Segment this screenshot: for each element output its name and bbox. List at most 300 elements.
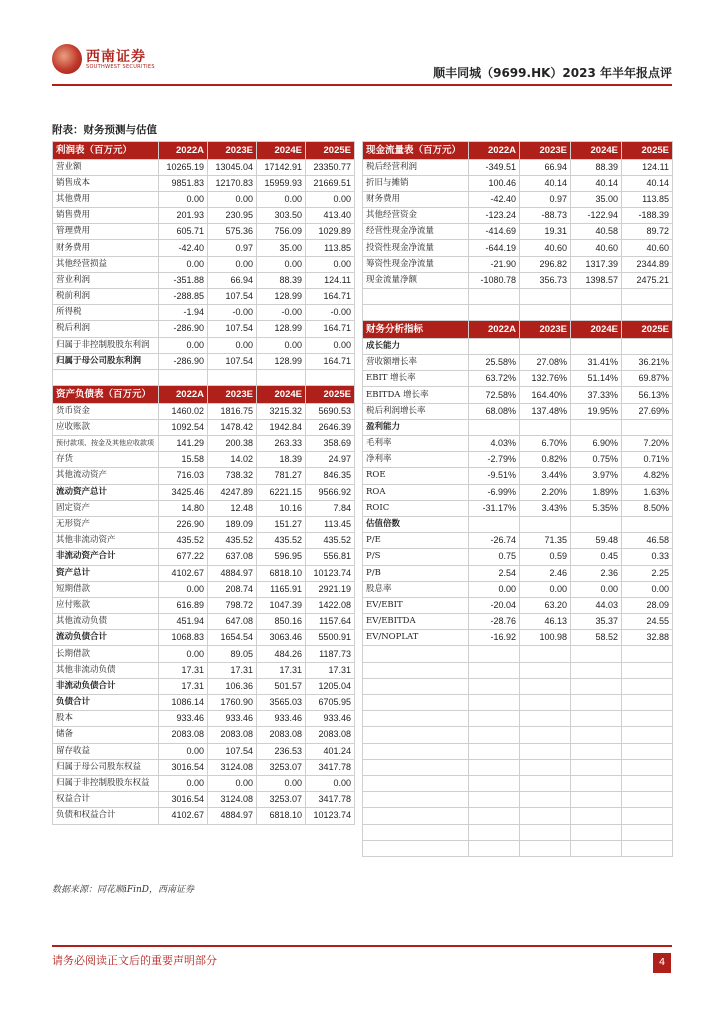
row-label: 财务费用 <box>363 191 469 207</box>
row-value: -20.04 <box>469 597 520 613</box>
row-label: 归属于非控制股股东权益 <box>53 775 159 791</box>
table-row <box>53 662 355 678</box>
row-value: 51.14% <box>571 371 622 387</box>
row-value <box>520 743 571 759</box>
row-label: ROA <box>363 484 469 500</box>
row-value: 616.89 <box>159 597 208 613</box>
blank-row <box>363 743 673 759</box>
row-value: 208.74 <box>208 581 257 597</box>
row-value <box>469 516 520 532</box>
table-row <box>53 727 355 743</box>
row-label: 营业利润 <box>53 272 159 288</box>
row-value: -351.88 <box>159 272 208 288</box>
row-label: 毛利率 <box>363 436 469 452</box>
row-value: 200.38 <box>208 436 257 452</box>
row-value: 0.75 <box>469 549 520 565</box>
row-value: 113.85 <box>622 191 673 207</box>
blank-row <box>53 369 355 385</box>
row-value: 40.60 <box>622 240 673 256</box>
row-value: 36.21% <box>622 355 673 371</box>
row-value: 0.00 <box>306 191 355 207</box>
row-value: 66.94 <box>520 159 571 175</box>
row-value: 575.36 <box>208 224 257 240</box>
table-row <box>53 646 355 662</box>
row-label <box>363 808 469 824</box>
row-value: 798.72 <box>208 597 257 613</box>
row-label: 非流动负债合计 <box>53 678 159 694</box>
row-value <box>622 695 673 711</box>
row-value: 2646.39 <box>306 419 355 435</box>
row-value: 0.00 <box>469 581 520 597</box>
row-label: 资产总计 <box>53 565 159 581</box>
row-value: 0.00 <box>159 743 208 759</box>
data-source-note: 数据来源：同花顺iFinD，西南证券 <box>52 885 195 895</box>
logo-emblem-icon <box>52 44 82 74</box>
row-label: P/S <box>363 549 469 565</box>
row-label <box>363 289 469 305</box>
row-value: 1317.39 <box>571 256 622 272</box>
row-value: 31.41% <box>571 355 622 371</box>
row-value: 0.00 <box>159 191 208 207</box>
row-value: 201.93 <box>159 208 208 224</box>
row-value: 933.46 <box>208 711 257 727</box>
row-value: 89.05 <box>208 646 257 662</box>
row-value: -16.92 <box>469 630 520 646</box>
row-value <box>622 662 673 678</box>
row-value: 0.00 <box>159 256 208 272</box>
table-row <box>53 403 355 419</box>
row-value <box>622 743 673 759</box>
row-label: 应付账款 <box>53 597 159 613</box>
row-value <box>571 743 622 759</box>
blank-row <box>363 775 673 791</box>
row-value: 2022A <box>469 142 520 160</box>
row-value: 44.03 <box>571 597 622 613</box>
row-value <box>306 369 355 385</box>
row-value: 0.75% <box>571 452 622 468</box>
row-label: 成长能力 <box>363 338 469 354</box>
row-value: -349.51 <box>469 159 520 175</box>
blank-row <box>363 289 673 305</box>
table-row <box>53 549 355 565</box>
row-value: 27.08% <box>520 355 571 371</box>
row-value: 4102.67 <box>159 808 208 824</box>
row-value: 850.16 <box>257 614 306 630</box>
row-value: 66.94 <box>208 272 257 288</box>
row-value: 27.69% <box>622 403 673 419</box>
row-value: 19.31 <box>520 224 571 240</box>
row-value: 596.95 <box>257 549 306 565</box>
row-label: 短期借款 <box>53 581 159 597</box>
row-value: 6221.15 <box>257 484 306 500</box>
row-value: 3417.78 <box>306 759 355 775</box>
row-value: 18.39 <box>257 452 306 468</box>
row-value: 677.22 <box>159 549 208 565</box>
row-value: 0.00 <box>571 581 622 597</box>
row-value: -286.90 <box>159 321 208 337</box>
table-row <box>363 549 673 565</box>
row-label: 现金流量净额 <box>363 272 469 288</box>
row-value: -6.99% <box>469 484 520 500</box>
row-value: -644.19 <box>469 240 520 256</box>
row-label <box>363 678 469 694</box>
row-value <box>571 678 622 694</box>
row-value: -122.94 <box>571 208 622 224</box>
table-row <box>53 419 355 435</box>
table-row <box>53 808 355 824</box>
row-value: 0.00 <box>208 337 257 353</box>
row-label: EBITDA 增长率 <box>363 387 469 403</box>
table-row <box>53 240 355 256</box>
table-row <box>53 775 355 791</box>
row-value: 401.24 <box>306 743 355 759</box>
row-value: 230.95 <box>208 208 257 224</box>
row-value: 164.71 <box>306 321 355 337</box>
row-value <box>520 338 571 354</box>
row-value: 23350.77 <box>306 159 355 175</box>
row-label <box>363 759 469 775</box>
row-value <box>469 808 520 824</box>
row-value <box>571 759 622 775</box>
row-label: EV/EBIT <box>363 597 469 613</box>
row-value: 8.50% <box>622 500 673 516</box>
row-value: 28.09 <box>622 597 673 613</box>
row-value: 2.25 <box>622 565 673 581</box>
row-value: 3253.07 <box>257 792 306 808</box>
row-value: 6818.10 <box>257 808 306 824</box>
table-row <box>363 565 673 581</box>
row-value: -42.40 <box>469 191 520 207</box>
row-value <box>469 792 520 808</box>
row-value: 756.09 <box>257 224 306 240</box>
row-value: 0.00 <box>257 337 306 353</box>
table-row <box>363 500 673 516</box>
table-row <box>53 678 355 694</box>
row-value <box>571 305 622 321</box>
row-value <box>520 516 571 532</box>
row-value: 2921.19 <box>306 581 355 597</box>
row-value: 132.76% <box>520 371 571 387</box>
row-value <box>469 727 520 743</box>
row-value: 3.97% <box>571 468 622 484</box>
row-value: 451.94 <box>159 614 208 630</box>
income-header-row <box>53 142 355 160</box>
row-value: 4884.97 <box>208 565 257 581</box>
row-label: 折旧与摊销 <box>363 175 469 191</box>
row-value: 17.31 <box>208 662 257 678</box>
row-value <box>469 305 520 321</box>
row-value: 164.71 <box>306 289 355 305</box>
table-row <box>363 630 673 646</box>
row-value: 15959.93 <box>257 175 306 191</box>
row-value: 6818.10 <box>257 565 306 581</box>
row-label: 盈利能力 <box>363 419 469 435</box>
row-value <box>571 711 622 727</box>
row-value: 58.52 <box>571 630 622 646</box>
row-value <box>571 695 622 711</box>
row-label <box>363 662 469 678</box>
row-value <box>622 419 673 435</box>
row-value: 0.00 <box>520 581 571 597</box>
row-value: 88.39 <box>257 272 306 288</box>
blank-row <box>363 305 673 321</box>
row-value <box>622 808 673 824</box>
row-label: 负债和权益合计 <box>53 808 159 824</box>
row-value: 2025E <box>622 142 673 160</box>
row-value: 12.48 <box>208 500 257 516</box>
row-value: 1654.54 <box>208 630 257 646</box>
row-label: 利润表（百万元） <box>53 142 159 160</box>
blank-row <box>363 808 673 824</box>
row-label: 管理费用 <box>53 224 159 240</box>
row-value: 0.97 <box>208 240 257 256</box>
row-value: 2.36 <box>571 565 622 581</box>
row-value: 2023E <box>520 321 571 339</box>
blank-row <box>363 695 673 711</box>
row-label: 税后利润增长率 <box>363 403 469 419</box>
row-value <box>469 289 520 305</box>
row-value: 0.00 <box>257 775 306 791</box>
row-value: 2022A <box>159 386 208 404</box>
section-row <box>363 516 673 532</box>
table-row <box>53 630 355 646</box>
table-row <box>53 743 355 759</box>
row-value: 1029.89 <box>306 224 355 240</box>
row-value <box>520 419 571 435</box>
row-value: 7.84 <box>306 500 355 516</box>
row-value: 303.50 <box>257 208 306 224</box>
table-row <box>53 289 355 305</box>
row-label <box>363 840 469 856</box>
row-label: 其他流动负债 <box>53 614 159 630</box>
row-value: 0.00 <box>622 581 673 597</box>
row-value: 2.46 <box>520 565 571 581</box>
row-label: 权益合计 <box>53 792 159 808</box>
row-value <box>622 646 673 662</box>
row-label: 其他经营损益 <box>53 256 159 272</box>
row-value: 189.09 <box>208 516 257 532</box>
row-value: 0.59 <box>520 549 571 565</box>
row-value: 3.44% <box>520 468 571 484</box>
row-label: 其他经营资金 <box>363 208 469 224</box>
row-label <box>363 792 469 808</box>
row-value: 236.53 <box>257 743 306 759</box>
row-value: 1068.83 <box>159 630 208 646</box>
row-value <box>571 516 622 532</box>
row-label: 流动负债合计 <box>53 630 159 646</box>
row-value <box>622 711 673 727</box>
row-value: 3.43% <box>520 500 571 516</box>
table-row <box>363 240 673 256</box>
table-row <box>53 468 355 484</box>
row-value: 24.55 <box>622 614 673 630</box>
table-row <box>363 159 673 175</box>
header-divider <box>52 84 672 86</box>
row-value: 0.00 <box>306 256 355 272</box>
row-value: 3016.54 <box>159 792 208 808</box>
row-label: 归属于母公司股东利润 <box>53 353 159 369</box>
row-value <box>520 792 571 808</box>
row-value <box>469 743 520 759</box>
row-value: 40.58 <box>571 224 622 240</box>
row-value <box>622 792 673 808</box>
table-row <box>363 403 673 419</box>
row-value: 46.13 <box>520 614 571 630</box>
row-label: 预付款项、按金及其他应收款项 <box>53 436 159 452</box>
row-value: 1047.39 <box>257 597 306 613</box>
row-value: 1.89% <box>571 484 622 500</box>
blank-row <box>363 840 673 856</box>
left-financial-table <box>52 141 355 825</box>
row-value: 9851.83 <box>159 175 208 191</box>
row-value <box>571 289 622 305</box>
row-value: 63.20 <box>520 597 571 613</box>
row-label: P/B <box>363 565 469 581</box>
row-value <box>571 646 622 662</box>
row-value: 17.31 <box>257 662 306 678</box>
row-label: 股本 <box>53 711 159 727</box>
row-value: 0.00 <box>208 191 257 207</box>
row-value: 2083.08 <box>159 727 208 743</box>
row-label: 净利率 <box>363 452 469 468</box>
row-value: 1422.08 <box>306 597 355 613</box>
row-value: 3253.07 <box>257 759 306 775</box>
row-value: 226.90 <box>159 516 208 532</box>
row-value: 3565.03 <box>257 695 306 711</box>
row-value: 0.71% <box>622 452 673 468</box>
table-row <box>363 191 673 207</box>
row-value: 716.03 <box>159 468 208 484</box>
row-value: -31.17% <box>469 500 520 516</box>
row-value <box>469 775 520 791</box>
table-row <box>363 597 673 613</box>
row-label: 非流动资产合计 <box>53 549 159 565</box>
row-value <box>571 662 622 678</box>
row-value: 637.08 <box>208 549 257 565</box>
table-row <box>363 256 673 272</box>
table-row <box>53 614 355 630</box>
row-value <box>571 808 622 824</box>
row-value: 0.00 <box>208 775 257 791</box>
row-value: -288.85 <box>159 289 208 305</box>
table-row <box>363 175 673 191</box>
row-value: 3425.46 <box>159 484 208 500</box>
row-value: 32.88 <box>622 630 673 646</box>
row-value <box>469 338 520 354</box>
row-label: 估值倍数 <box>363 516 469 532</box>
row-value: 356.73 <box>520 272 571 288</box>
row-value: 2.20% <box>520 484 571 500</box>
row-value: 128.99 <box>257 353 306 369</box>
row-value: 12170.83 <box>208 175 257 191</box>
row-value: 0.00 <box>306 775 355 791</box>
row-value: 128.99 <box>257 289 306 305</box>
row-value <box>520 305 571 321</box>
row-label: 留存收益 <box>53 743 159 759</box>
row-value: 19.95% <box>571 403 622 419</box>
row-value: 1478.42 <box>208 419 257 435</box>
section-row <box>363 338 673 354</box>
report-title: 顺丰同城（9699.HK）2023 年半年报点评 <box>433 66 672 80</box>
row-value: 46.58 <box>622 533 673 549</box>
table-row <box>53 533 355 549</box>
row-value: 17.31 <box>159 678 208 694</box>
row-value: 40.14 <box>622 175 673 191</box>
row-label: 其他非流动负债 <box>53 662 159 678</box>
row-label: 筹资性现金净流量 <box>363 256 469 272</box>
row-label: 流动资产总计 <box>53 484 159 500</box>
row-label: 储备 <box>53 727 159 743</box>
table-row <box>363 533 673 549</box>
row-value: 0.00 <box>257 256 306 272</box>
row-value: 35.37 <box>571 614 622 630</box>
row-value <box>571 775 622 791</box>
row-value: 100.46 <box>469 175 520 191</box>
row-label: 销售费用 <box>53 208 159 224</box>
table-row <box>53 516 355 532</box>
row-label: 其他流动资产 <box>53 468 159 484</box>
row-value <box>469 678 520 694</box>
row-label: 长期借款 <box>53 646 159 662</box>
row-value: 69.87% <box>622 371 673 387</box>
row-value: 1187.73 <box>306 646 355 662</box>
row-label: P/E <box>363 533 469 549</box>
row-value: 1092.54 <box>159 419 208 435</box>
table-row <box>363 272 673 288</box>
table-row <box>53 191 355 207</box>
row-label: 税前利润 <box>53 289 159 305</box>
table-row <box>53 224 355 240</box>
table-row <box>53 159 355 175</box>
row-value: 89.72 <box>622 224 673 240</box>
row-value: 10123.74 <box>306 565 355 581</box>
row-value <box>257 369 306 385</box>
row-label <box>53 369 159 385</box>
row-value: -2.79% <box>469 452 520 468</box>
row-value: 10265.19 <box>159 159 208 175</box>
row-value: 933.46 <box>159 711 208 727</box>
row-value: 6.90% <box>571 436 622 452</box>
blank-row <box>363 727 673 743</box>
row-value: 2023E <box>520 142 571 160</box>
row-value: 63.72% <box>469 371 520 387</box>
row-value <box>520 840 571 856</box>
row-value <box>469 419 520 435</box>
row-value: 781.27 <box>257 468 306 484</box>
row-label: 归属于非控制股股东利润 <box>53 337 159 353</box>
row-value: 17142.91 <box>257 159 306 175</box>
table-row <box>53 256 355 272</box>
row-value: 2024E <box>571 142 622 160</box>
row-value <box>571 840 622 856</box>
row-value <box>571 824 622 840</box>
row-value: 263.33 <box>257 436 306 452</box>
row-label: ROIC <box>363 500 469 516</box>
row-label: EBIT 增长率 <box>363 371 469 387</box>
table-row <box>53 565 355 581</box>
right-financial-table <box>362 141 673 857</box>
row-value: 6.70% <box>520 436 571 452</box>
row-value: 113.45 <box>306 516 355 532</box>
row-value <box>469 711 520 727</box>
row-value <box>622 727 673 743</box>
row-value: -286.90 <box>159 353 208 369</box>
table-row <box>363 614 673 630</box>
row-value: 5500.91 <box>306 630 355 646</box>
row-value: 2475.21 <box>622 272 673 288</box>
row-label <box>363 646 469 662</box>
row-value: 107.54 <box>208 289 257 305</box>
